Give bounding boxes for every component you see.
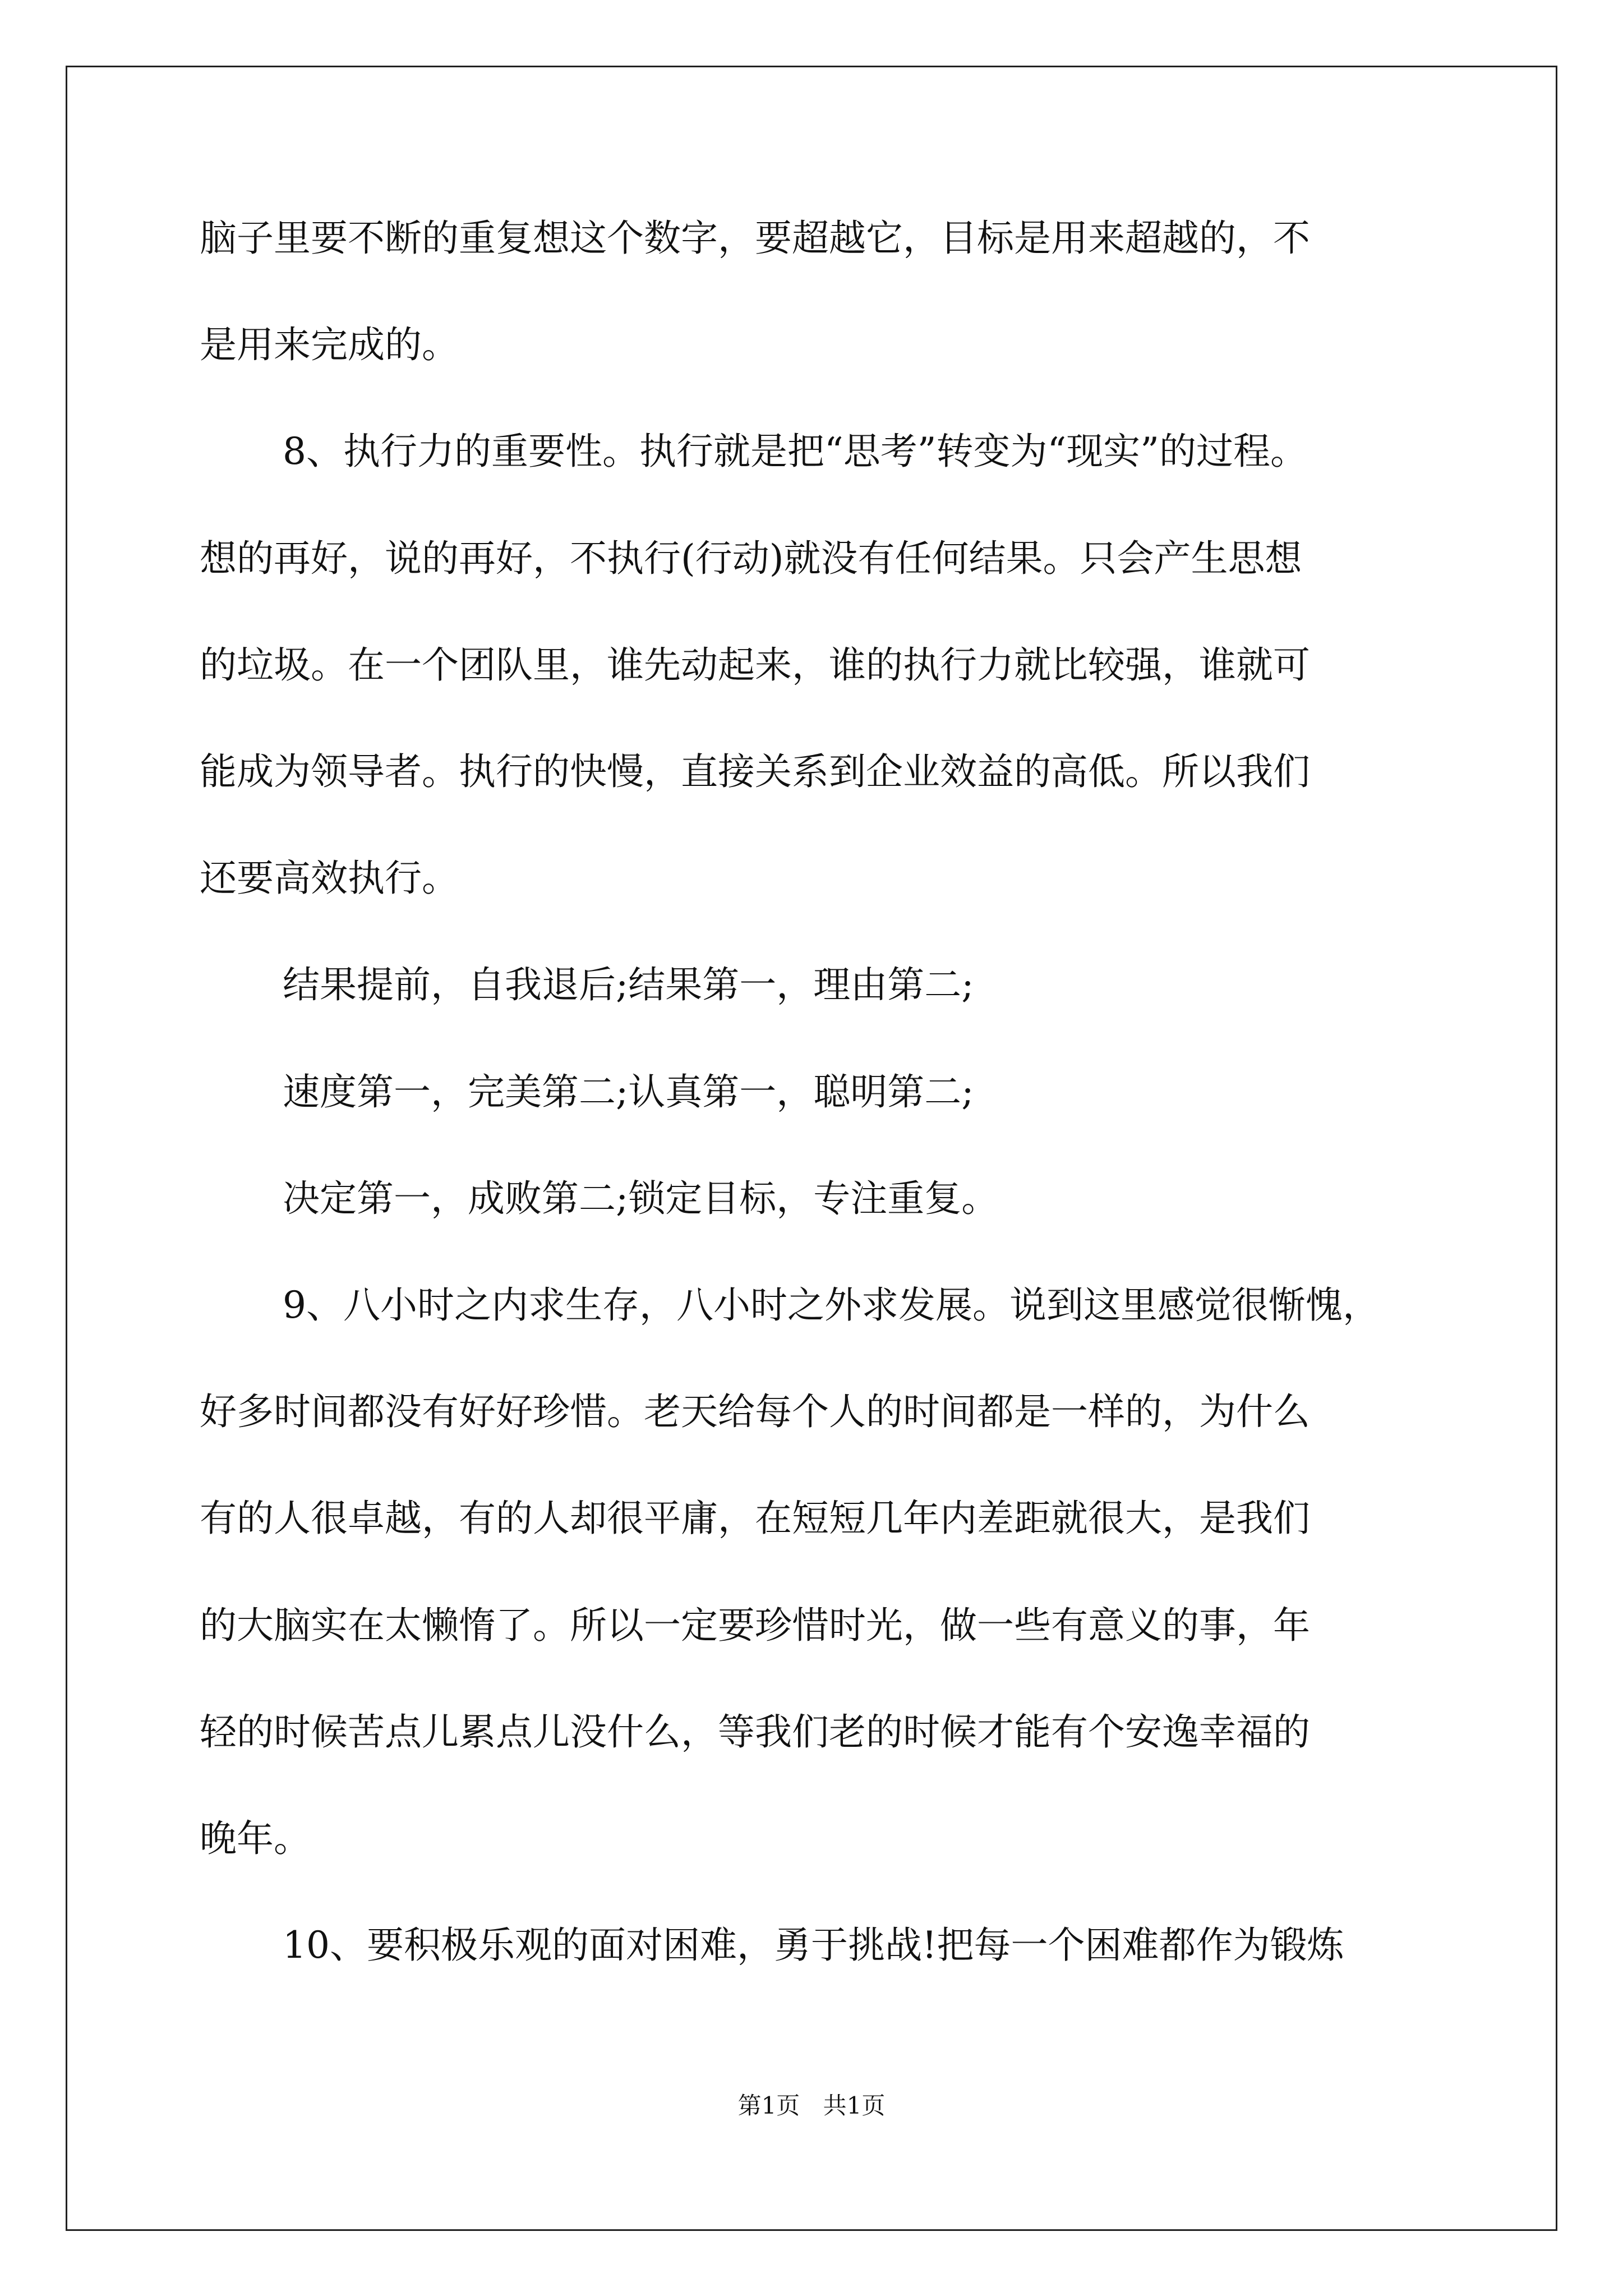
page-number: 第1页 (737, 2092, 800, 2119)
text-line: 10、要积极乐观的面对困难，勇于挑战!把每一个困难都作为锻炼 (283, 1924, 1344, 1967)
text-line: 的大脑实在太懒惰了。所以一定要珍惜时光，做一些有意义的事，年 (200, 1604, 1310, 1647)
text-line: 速度第一，完美第二;认真第一，聪明第二; (283, 1070, 974, 1114)
text-line: 好多时间都没有好好珍惜。老天给每个人的时间都是一样的，为什么 (200, 1390, 1310, 1433)
text-line: 结果提前，自我退后;结果第一，理由第二; (283, 963, 974, 1006)
text-line: 的垃圾。在一个团队里，谁先动起来，谁的执行力就比较强，谁就可 (200, 643, 1310, 687)
text-line: 脑子里要不断的重复想这个数字，要超越它，目标是用来超越的，不 (200, 217, 1310, 260)
text-line: 想的再好，说的再好，不执行(行动)就没有任何结果。只会产生思想 (200, 537, 1302, 580)
text-line: 晚年。 (200, 1817, 311, 1860)
text-line: 决定第一，成败第二;锁定目标，专注重复。 (283, 1177, 999, 1220)
text-line: 能成为领导者。执行的快慢，直接关系到企业效益的高低。所以我们 (200, 750, 1310, 793)
page-footer (0, 2089, 1623, 2123)
text-line: 8、执行力的重要性。执行就是把“思考”转变为“现实”的过程。 (283, 430, 1307, 473)
text-line: 是用来完成的。 (200, 323, 459, 366)
text-line: 轻的时候苦点儿累点儿没什么，等我们老的时候才能有个安逸幸福的 (200, 1710, 1310, 1754)
text-line: 还要高效执行。 (200, 857, 459, 900)
text-line: 9、八小时之内求生存，八小时之外求发展。说到这里感觉很惭愧， (283, 1283, 1380, 1327)
text-line: 有的人很卓越，有的人却很平庸，在短短几年内差距就很大，是我们 (200, 1497, 1310, 1540)
page-border (66, 66, 1557, 2231)
page-total: 共1页 (823, 2092, 886, 2119)
